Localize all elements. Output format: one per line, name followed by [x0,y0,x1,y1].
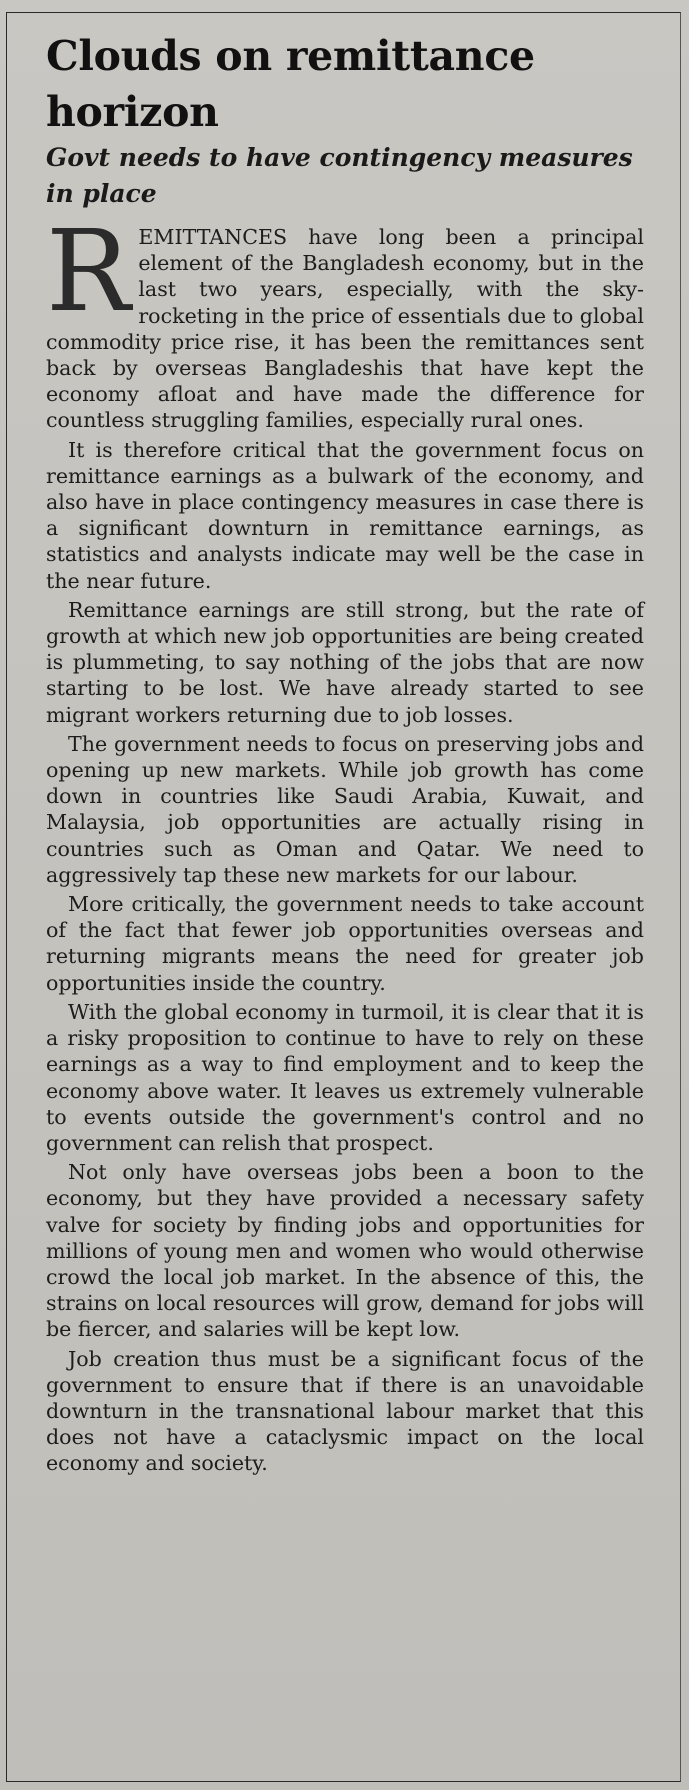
paragraph-6: With the global economy in turmoil, it is clear that it is a risky proposition to continue to have to rely on these earnings as a way to find employment and to keep the economy above water. It leaves us extremely vulnerable to events outside the government's control and no government can relish that prospect. [46,999,644,1155]
subheadline: Govt needs to have contingency measures in place [46,143,633,208]
paragraph-1-text: EMITTANCES have long been a principal element of the Bangladesh economy, but in the last two years, especially, with the sky-rocketing in the price of essentials due to global commodity price rise, it has been the remittances sent back by overseas Bangladeshis that have kept the economy afloat and have made the difference for countless struggling families, especially rural ones. [46,225,644,433]
paragraph-3: Remittance earnings are still strong, but the rate of growth at which new job opportunities are being created is plummeting, to say nothing of the jobs that are now starting to be lost. We have already started to see migrant workers returning due to job losses. [46,597,644,727]
drop-cap: R [46,207,131,337]
paragraph-5: More critically, the government needs to take account of the fact that fewer job opportunities overseas and returning migrants means the need for greater job opportunities inside the country. [46,892,644,995]
paragraph-7: Not only have overseas jobs been a boon to the economy, but they have provided a necessary safety valve for society by finding jobs and opportunities for millions of young men and women who would otherwise crowd the local job market. In the absence of this, the strains on local resources will grow, demand for jobs will be fiercer, and salaries will be kept low. [46,1160,644,1342]
headline: Clouds on remittance horizon [46,32,535,136]
paragraph-4: The government needs to focus on preserving jobs and opening up new markets. While job growth has come down in countries like Saudi Arabia, Kuwait, and Malaysia, job opportunities are actually rising in countries such as Oman and Qatar. We need to aggressively tap these new markets for our labour. [46,731,644,887]
paragraph-8: Job creation thus must be a significant focus of the government to ensure that if there is an unavoidable downturn in the transnational labour market that this does not have a cataclysmic impact on the local economy and society. [46,1346,644,1476]
paragraph-2: It is therefore critical that the government focus on remittance earnings as a bulwark of the economy, and also have in place contingency measures in case there is a significant downturn in remittance earnings, as statistics and analysts indicate may well be the case in the near future. [46,437,644,593]
paragraph-1 [46,207,644,434]
editorial-article [46,28,644,1477]
